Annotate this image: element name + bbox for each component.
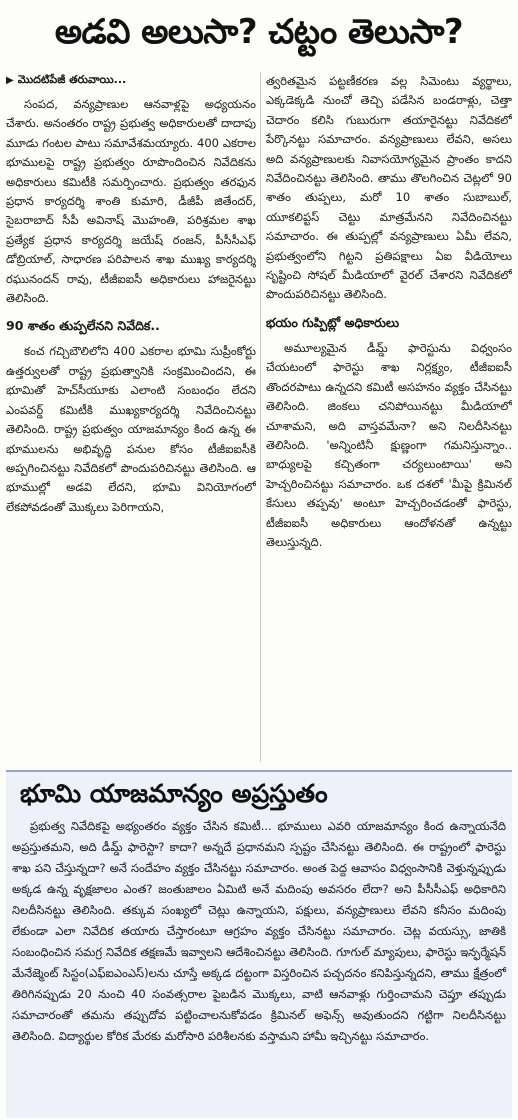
- continuation-label: [6, 72, 256, 89]
- left-subhead: 90 శాతం తుప్పలేనని నివేదిక..: [6, 318, 160, 334]
- right-paragraph-1: త్వరితమైన పట్టణీకరణ వల్ల సిమెంటు వ్యర్థాలు, ఎక్కడెక్కడి నుంచో తెచ్చి పడేసిన బండరాళ్లు, చెత్తా చెదారం కలిసి గుబురుగా తయారైనట్టు నివేదికలో పేర్కొనట్టు సమాచారం. వన్యప్రాణులు లేవని, అసలు అది వన్యప్రాణులకు నివాసయోగ్యమైన ప్రాంతం కాదని నివేదించినట్టు తెలిసింది. తాము తొలగించిన చెట్లలో 90 శాతం తుప్పలు, మరో 10 శాతం సుబాబుల్, యూకలిప్టస్ చెట్టు మాత్రమేనని నివేదించినట్టు సమాచారం. ఈ తుప్పల్లో వన్యప్రాణులు ఏమీ లేవని, ప్రభుత్వంలోని గిట్టని ప్రతిపక్షాలు ఏఐ వీడియోలు సృష్టించి సోషల్ మీడియాలో వైరల్ చేశారని నివేదికలో పొందుపరిచినట్టు తెలిసింది.: [266, 74, 512, 302]
- headline: అడవి అలుసా? చట్టం తెలుసా?: [54, 12, 464, 52]
- continuation-text: మొదటిపేజీ తరువాయి...: [17, 73, 127, 86]
- box-paragraph: ప్రభుత్వ నివేదికపై అభ్యంతరం వ్యక్తం చేసిన కమిటీ... భూములు ఎవరి యాజమాన్యం కింద ఉన్నాయనేది అప్రస్తుతమని, అది డీమ్డ్ ఫారెస్టా? కాదా? అన్నదే ప్రధానమని స్పష్టం చేసినట్టు తెలిసింది. ఈ రాష్ట్రంలో ఫారెస్టు శాఖ పని చేస్తున్నదా? అనే సందేహం వ్యక్తం చేసినట్టు సమాచారం. అంత పెద్ద ఆవాసం విధ్వంసానికి వెళ్తున్నప్పుడు అక్కడ ఉన్న వృక్షజాలం ఎంత? జంతుజాలం ఏమిటి అనే మదింపు అవసరం లేదా? అని పీసీసీఎఫ్ అధికారిని నిలదీసినట్టు తెలిసింది. తక్కువ సంఖ్యలో చెట్లు ఉన్నాయని, పక్షులు, వన్యప్రాణులు లేవని కనీసం మదింపు లేకుండా ఎలా నివేదిక తయారు చేస్తారంటూ ఆగ్రహం వ్యక్తం చేసినట్టు సమాచారం. చెట్ల వయస్సు, జాతికి సంబంధించిన సమగ్ర నివేదిక తక్షణమే ఇవ్వాలని ఆదేశించినట్టు తెలిసింది. గూగుల్ మ్యాపులు, ఫారెస్టు ఇన్ఫర్మేషన్ మేనేజ్మెంట్ సిస్టం(ఎఫ్ఐఎంఎస్)లను చూస్తే అక్కడ దట్టంగా విస్తరించిన పచ్చదనం కనిపిస్తున్నదని, తాము క్షేత్రంలో తిరిగినప్పుడు 20 నుంచి 40 సంవత్సరాల పైబడిన మొక్కలు, వాటి ఆనవాళ్లు గుర్తించామని చెప్తూ తప్పుడు సమాచారంతో తమను తప్పుదోవ పట్టించాలనుకోవడం క్రిమినల్ అఫెన్స్ అవుతుందని గట్టిగా నిలదీసినట్టు తెలిసింది. విద్యార్థుల కోరిక మేరకు మరోసారి పరిశీలనకు వస్తామని హామీ ఇచ్చినట్టు సమాచారం.: [12, 819, 506, 1043]
- left-column: [6, 72, 256, 762]
- right-paragraph-2: అమూల్యమైన డీమ్డ్ ఫారెస్టును విధ్వంసం చేయటంలో ఫారెస్టు శాఖ నిర్లక్ష్యం, టీజీఐఐసీ తొందరపాటు ఉన్నదని కమిటీ అసహనం వ్యక్తం చేసినట్టు తెలిసింది. జింకలు చనిపోయినట్టు మీడియాలో చూశామని, అది వాస్తవమేనా? అని నిలదీసినట్టు తెలిసింది. 'అన్నింటినీ క్షుణ్ణంగా గమనిస్తున్నాం.. బాధ్యులపై కచ్చితంగా చర్యలుంటాయి' అని హెచ్చరించినట్టు సమాచారం. ఒక దశలో 'మీపై క్రిమినల్ కేసులు తప్పవు' అంటూ హెచ్చరించడంతో ఫారెస్టు, టీజీఐఐసీ అధికారులు ఆందోళనతో ఉన్నట్టు తెలుస్తున్నది.: [266, 340, 512, 549]
- column-divider: [260, 72, 261, 762]
- left-paragraph-2: కంచ గచ్చిబౌలిలోని 400 ఎకరాల భూమి సుప్రీంకోర్టు ఉత్తర్వులతో రాష్ట్ర ప్రభుత్వానికి సంక్రమించిందని, ఈ భూమితో హెచ్‌సీయూకు ఎలాంటి సంబంధం లేదని ఎంపవర్డ్ కమిటీకి ముఖ్యకార్యదర్శి నివేదించినట్టు తెలిసింది. రాష్ట్ర ప్రభుత్వం యాజమాన్యం కింద ఉన్న ఈ భూములను అభివృద్ధి పనుల కోసం టీజీఐఐసీకి అప్పగించినట్టు నివేదికలో పొందుపరిచినట్టు తెలిసింది. ఆ భూముల్లో అడవి లేదని, భూమి వినియోగంలో లేకపోవడంతో మొక్కలు పెరిగాయని,: [6, 344, 256, 514]
- box-title: భూమి యాజమాన్యం అప్రస్తుతం: [20, 779, 328, 808]
- sidebar-box: [6, 770, 512, 1118]
- right-column: [266, 72, 512, 762]
- triangle-arrow-icon: ▶: [6, 75, 14, 86]
- right-subhead: భయం గుప్పిట్లో అధికారులు: [266, 314, 400, 330]
- left-paragraph-1: సంపద, వన్యప్రాణుల ఆనవాళ్లపై అధ్యయనం చేశారు. అనంతరం రాష్ట్ర ప్రభుత్వ అధికారులతో దాదాపు మూడు గంటల పాటు సమావేశమయ్యారు. 400 ఎకరాల భూములపై రాష్ట్ర ప్రభుత్వం రూపొందించిన నివేదికను అధికారులు కమిటీకి సమర్పించారు. ప్రభుత్వం తరఫున ప్రధాన కార్యదర్శి శాంతి కుమారి, డీజీపీ జితేందర్, సైబరాబాద్ సీపీ అవినాష్ మొహంతి, పరిశ్రమల శాఖ ప్రత్యేక ప్రధాన కార్యదర్శి జయేష్ రంజన్, పీసీసీఎఫ్ డోబ్రియాల్, సాధారణ పరిపాలన శాఖ ముఖ్య కార్యదర్శి రఘునందన్ రావు, టీజీఐఐసీ అధికారులు హాజరైనట్టు తెలిసింది.: [6, 97, 256, 306]
